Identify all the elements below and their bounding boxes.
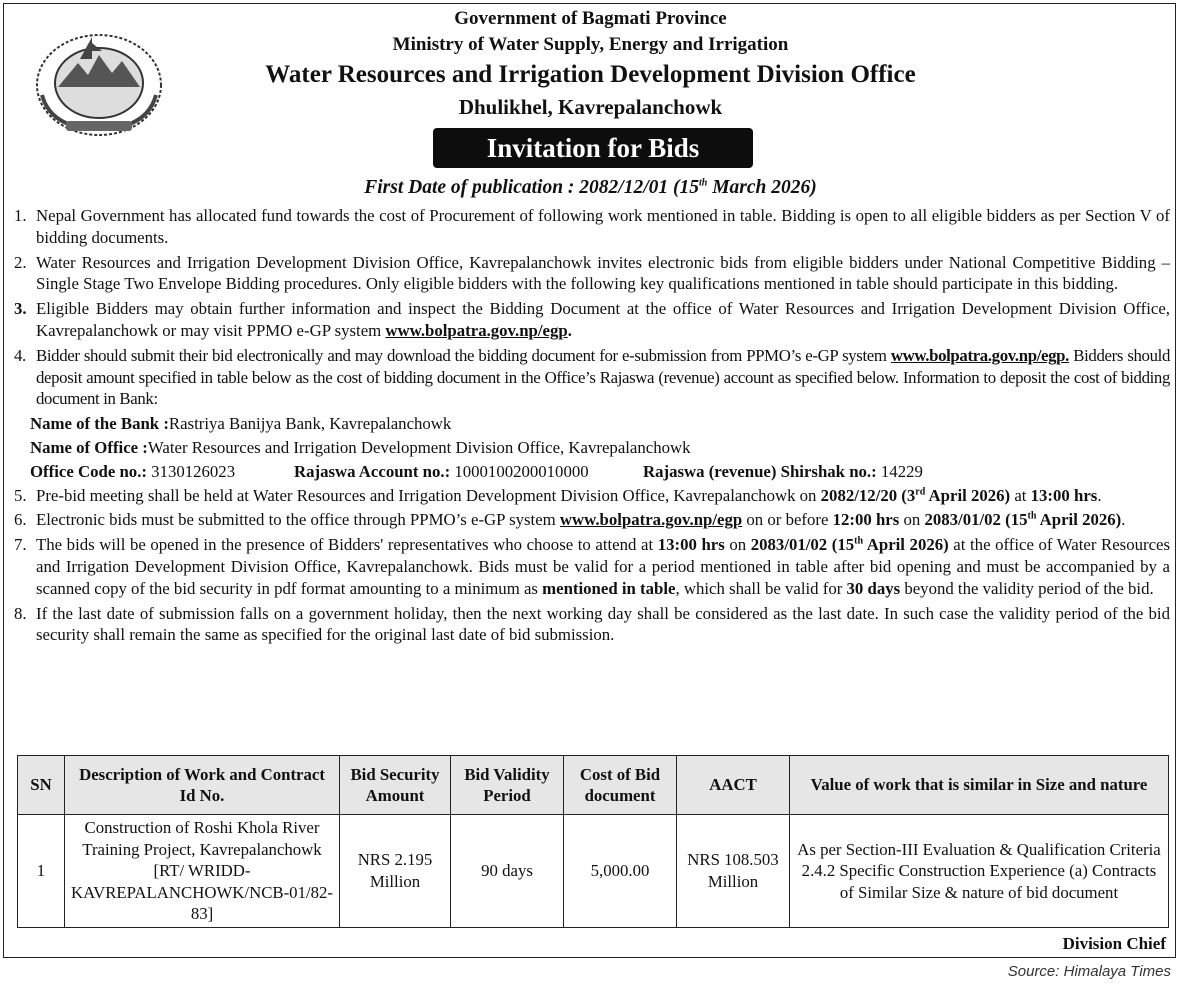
list-item: 1. Nepal Government has allocated fund towards the cost of Procurement of following work mentioned in table. Bidding is open to all eligible bidders as per Section V of bidding documents. bbox=[14, 206, 1170, 247]
list-item: 6. Electronic bids must be submitted to the office through PPMO’s e-GP system www.bolpatra.gov.np/egp on or before 12:00 hrs on 2083/01/02 (15th April 2026). bbox=[14, 510, 1126, 530]
ministry-name: Ministry of Water Supply, Energy and Irrigation bbox=[392, 34, 789, 55]
signature-title: Division Chief bbox=[1062, 934, 1166, 953]
table-row bbox=[18, 815, 1169, 928]
egp-link[interactable]: www.bolpatra.gov.np/egp bbox=[385, 320, 568, 340]
table-cell: NRS 2.195 Million bbox=[340, 815, 451, 928]
column-header: Bid Security Amount bbox=[340, 756, 451, 815]
list-item: 2. Water Resources and Irrigation Development Division Office, Kavrepalanchowk invites electronic bids from eligible bidders under National Competitive Bidding – Single Stage Two Envelope Bidding procedures. Only eligible bidders with the following key qualifications mentioned in table should participate in this bidding. bbox=[14, 252, 1170, 294]
table-cell: 90 days bbox=[451, 815, 564, 928]
government-name: Government of Bagmati Province bbox=[454, 8, 727, 29]
column-header: Description of Work and Contract Id No. bbox=[65, 756, 340, 815]
column-header: Bid Validity Period bbox=[451, 756, 564, 815]
table-cell: Construction of Roshi Khola River Training Project, Kavrepalanchowk [RT/ WRIDD-KAVREPALANCHOWK/NCB-01/82-83] bbox=[65, 815, 340, 928]
bid-details-table bbox=[17, 755, 1169, 928]
column-header: AACT bbox=[677, 756, 790, 815]
list-item: 3. Eligible Bidders may obtain further information and inspect the Bidding Document at the office of Water Resources and Irrigation Development Division Office, Kavrepalanchowk or may visit PPMO e-GP system www.bolpatra.gov.np/egp. bbox=[14, 299, 1170, 340]
list-item: 8. If the last date of submission falls on a government holiday, then the next working day shall be considered as the last date. In such case the validity period of the bid security shall remain the same as specified for the original last date of bid submission. bbox=[14, 603, 1170, 645]
table-header-row bbox=[18, 756, 1169, 815]
notice-title-banner: Invitation for Bids bbox=[433, 128, 753, 168]
egp-link[interactable]: www.bolpatra.gov.np/egp bbox=[559, 510, 743, 530]
table-cell: NRS 108.503 Million bbox=[677, 815, 790, 928]
table-cell: 5,000.00 bbox=[564, 815, 677, 928]
bank-details: Name of the Bank : Rastriya Banijya Bank, Kavrepalanchowk Name of Office : Water Resources and Irrigation Development Division Office, Kavrepalanchowk Office Code no.: 3130126023 Rajaswa Account no.: 1000100200010000 Rajaswa (revenue) Shirshak no.: 14229 bbox=[30, 414, 923, 481]
list-item: 5. Pre-bid meeting shall be held at Water Resources and Irrigation Development Division Office, Kavrepalanchowk on 2082/12/20 (3rd April 2026) at 13:00 hrs. bbox=[14, 485, 1102, 505]
column-header: Value of work that is similar in Size and nature bbox=[790, 756, 1169, 815]
column-header: Cost of Bid document bbox=[564, 756, 677, 815]
list-item: 7. The bids will be opened in the presence of Bidders' representatives who choose to attend at 13:00 hrs on 2083/01/02 (15th April 2026) at the office of Water Resources and Irrigation Development Division Office, Kavrepalanchowk. Bids must be valid for a period mentioned in table after bid opening and must be accompanied by a scanned copy of the bid security in pdf format amounting to a minimum as mentioned in table, which shall be valid for 30 days beyond the validity period of the bid. bbox=[14, 535, 1170, 598]
office-name: Water Resources and Irrigation Development Division Office bbox=[265, 61, 916, 88]
publication-date: First Date of publication : 2082/12/01 (15th March 2026) bbox=[364, 177, 817, 198]
column-header: SN bbox=[18, 756, 65, 815]
table-cell: As per Section-III Evaluation & Qualification Criteria 2.4.2 Specific Construction Experience (a) Contracts of Similar Size & nature of bid document bbox=[790, 815, 1169, 928]
notice-body bbox=[14, 205, 1170, 649]
office-location: Dhulikhel, Kavrepalanchowk bbox=[458, 95, 723, 119]
table-cell: 1 bbox=[18, 815, 65, 928]
source-credit: Source: Himalaya Times bbox=[1007, 963, 1171, 980]
list-item: 4. Bidder should submit their bid electronically and may download the bidding document for e-submission from PPMO’s e-GP system www.bolpatra.gov.np/egp. Bidders should deposit amount specified in table below as the cost of bidding document in the Office’s Rajaswa (revenue) account as specified below. Information to deposit the cost of bidding document in Bank: bbox=[14, 345, 1170, 409]
egp-link[interactable]: www.bolpatra.gov.np/egp. bbox=[890, 345, 1069, 365]
